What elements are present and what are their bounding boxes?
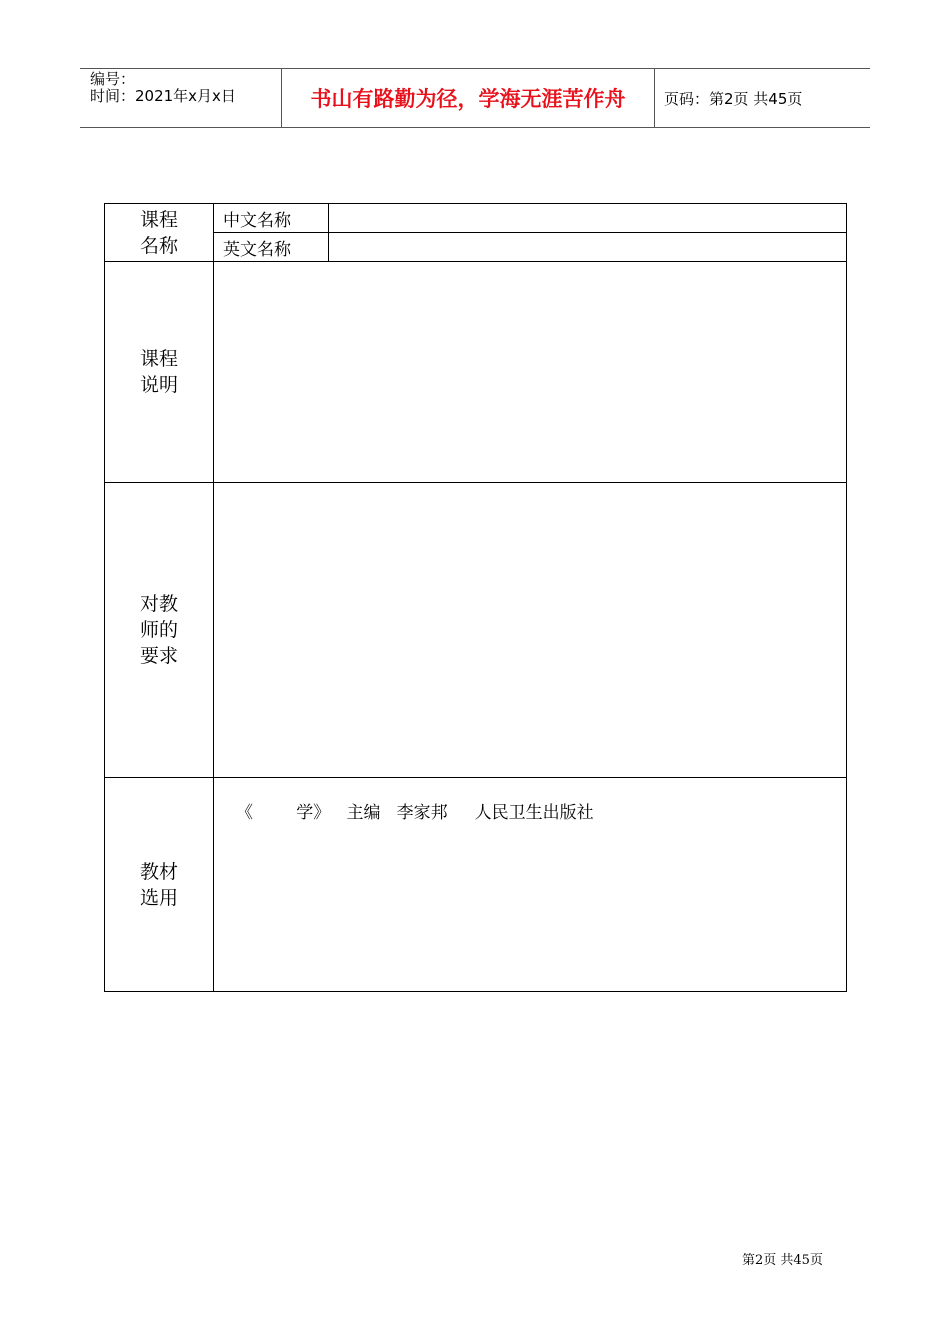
teacher-requirements-label-line1: 对教 bbox=[139, 593, 178, 615]
teacher-requirements-label-line3: 要求 bbox=[139, 645, 178, 667]
textbook-field[interactable] bbox=[214, 778, 847, 992]
document-header bbox=[80, 68, 870, 128]
course-description-field[interactable] bbox=[214, 262, 847, 483]
textbook-value: 《 学》 主编 李家邦 人民卫生出版社 bbox=[236, 803, 594, 823]
course-description-label-line1: 课程 bbox=[139, 348, 178, 370]
textbook-row bbox=[105, 778, 847, 992]
course-name-label-line1: 课程 bbox=[139, 208, 178, 231]
textbook-label-line1: 教材 bbox=[139, 860, 178, 883]
chinese-name-label: 中文名称 bbox=[214, 204, 329, 233]
english-name-label: 英文名称 bbox=[214, 233, 329, 262]
textbook-label-line2: 选用 bbox=[139, 886, 178, 909]
chinese-name-field[interactable] bbox=[329, 204, 847, 233]
teacher-requirements-label bbox=[105, 483, 214, 778]
course-name-label-line2: 名称 bbox=[139, 234, 178, 257]
footer-page-info: 第2页 共45页 bbox=[742, 1253, 823, 1268]
teacher-requirements-field[interactable] bbox=[214, 483, 847, 778]
course-name-label bbox=[105, 204, 214, 262]
textbook-label bbox=[105, 778, 214, 992]
header-motto: 书山有路勤为径，学海无涯苦作舟 bbox=[282, 69, 655, 127]
course-description-label-line2: 说明 bbox=[139, 374, 178, 396]
header-meta-cell bbox=[80, 69, 282, 127]
teacher-requirements-label-line2: 师的 bbox=[139, 619, 178, 641]
course-name-row-english bbox=[105, 233, 847, 262]
teacher-requirements-row bbox=[105, 483, 847, 778]
document-number-label: 编号： bbox=[90, 70, 136, 88]
course-description-row bbox=[105, 262, 847, 483]
course-name-row-chinese bbox=[105, 204, 847, 233]
document-time-label: 时间：2021年x月x日 bbox=[90, 87, 236, 105]
english-name-field[interactable] bbox=[329, 233, 847, 262]
header-page-info: 页码：第2页 共45页 bbox=[664, 89, 803, 108]
course-form-table bbox=[104, 203, 847, 992]
course-description-label bbox=[105, 262, 214, 483]
